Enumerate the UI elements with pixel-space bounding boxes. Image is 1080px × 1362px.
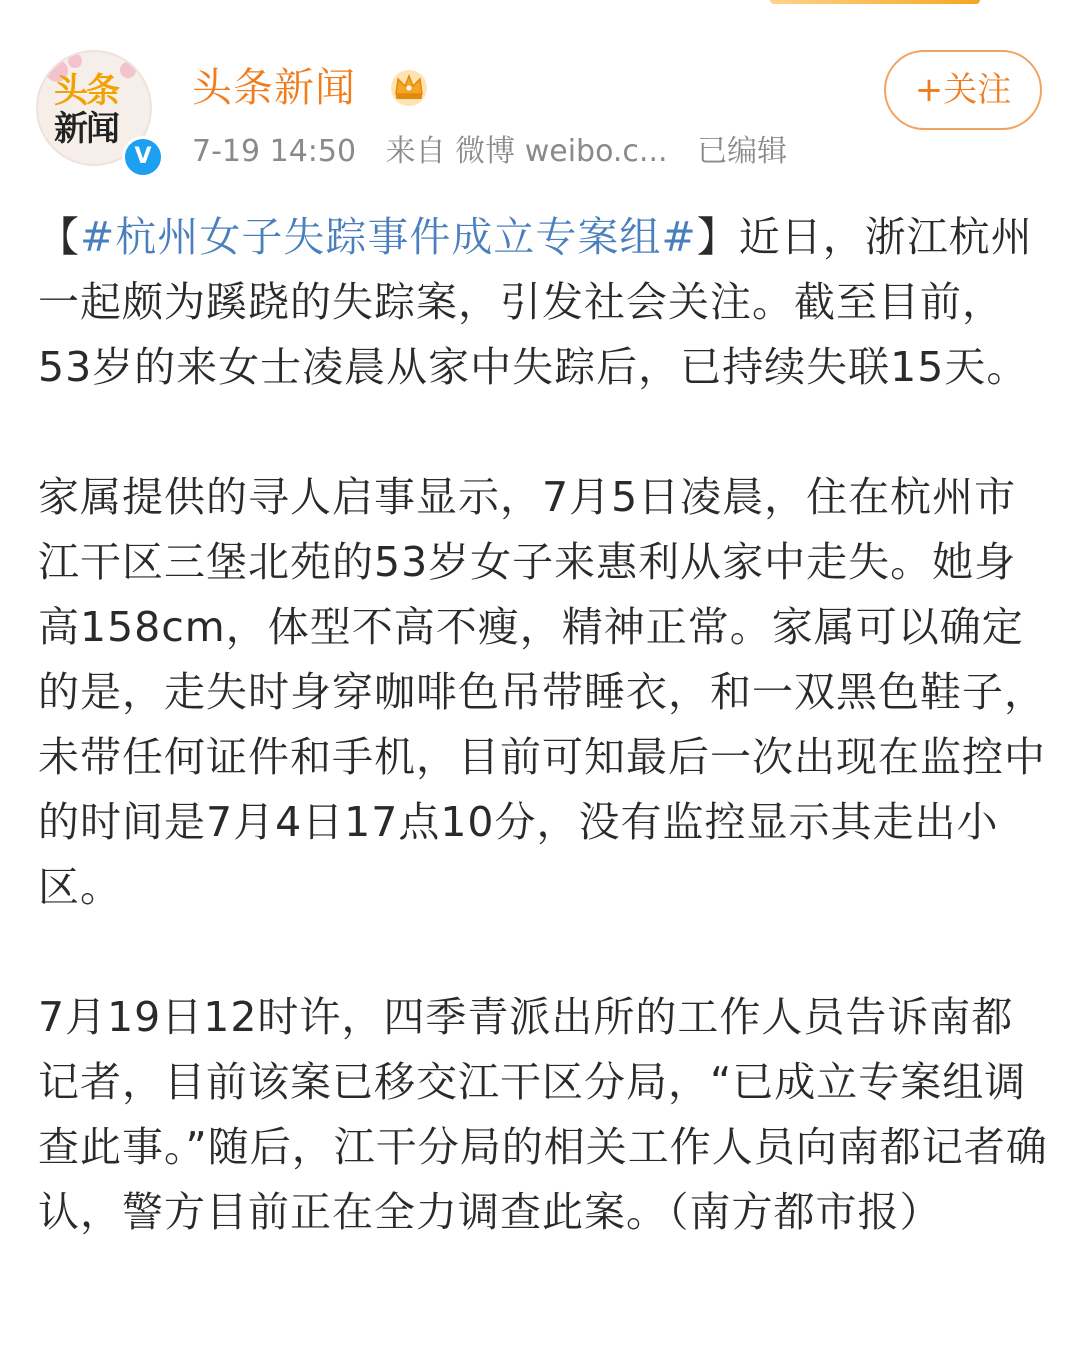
post-paragraph-3: 7月19日12时许，四季青派出所的工作人员告诉南都记者，目前该案已移交江干区分局，“已成立专案组调查此事。”随后，江干分局的相关工作人员向南都记者确认，警方目前正在全力调查此案。（南方都市报） [38, 993, 1048, 1236]
post-source: 来自 微博 weibo.c... [385, 134, 668, 169]
hashtag-link[interactable]: #杭州女子失踪事件成立专案组# [80, 213, 697, 261]
follow-button[interactable]: +关注 [884, 50, 1042, 130]
bracket-close: 】 [696, 213, 739, 261]
edited-label: 已编辑 [697, 134, 788, 169]
account-name[interactable]: 头条新闻 [192, 65, 356, 111]
blossom-decoration [68, 54, 82, 68]
post-time: 7-19 14:50 [192, 134, 357, 169]
avatar-logo-text-top: 头条 [54, 71, 118, 111]
bracket-open: 【 [38, 213, 80, 261]
post-paragraph-1 [38, 205, 1048, 400]
crown-icon [388, 66, 430, 108]
post-meta [192, 132, 807, 172]
paragraph-1-text: 近日，浙江杭州一起颇为蹊跷的失踪案，引发社会关注。截至目前，53岁的来女士凌晨从家中失踪后，已持续失联15天。 [38, 213, 1033, 391]
post-body [38, 205, 1048, 1310]
post-header [0, 0, 1080, 190]
verified-badge-icon: V [122, 136, 164, 178]
avatar-logo-text-bottom: 新闻 [54, 109, 118, 149]
post-paragraph-2: 家属提供的寻人启事显示，7月5日凌晨，住在杭州市江干区三堡北苑的53岁女子来惠利从家中走失。她身高158cm，体型不高不瘦，精神正常。家属可以确定的是，走失时身穿咖啡色吊带睡衣，和一双黑色鞋子，未带任何证件和手机，目前可知最后一次出现在监控中的时间是7月4日17点10分，没有监控显示其走出小区。 [38, 473, 1046, 911]
blossom-decoration [120, 62, 136, 78]
